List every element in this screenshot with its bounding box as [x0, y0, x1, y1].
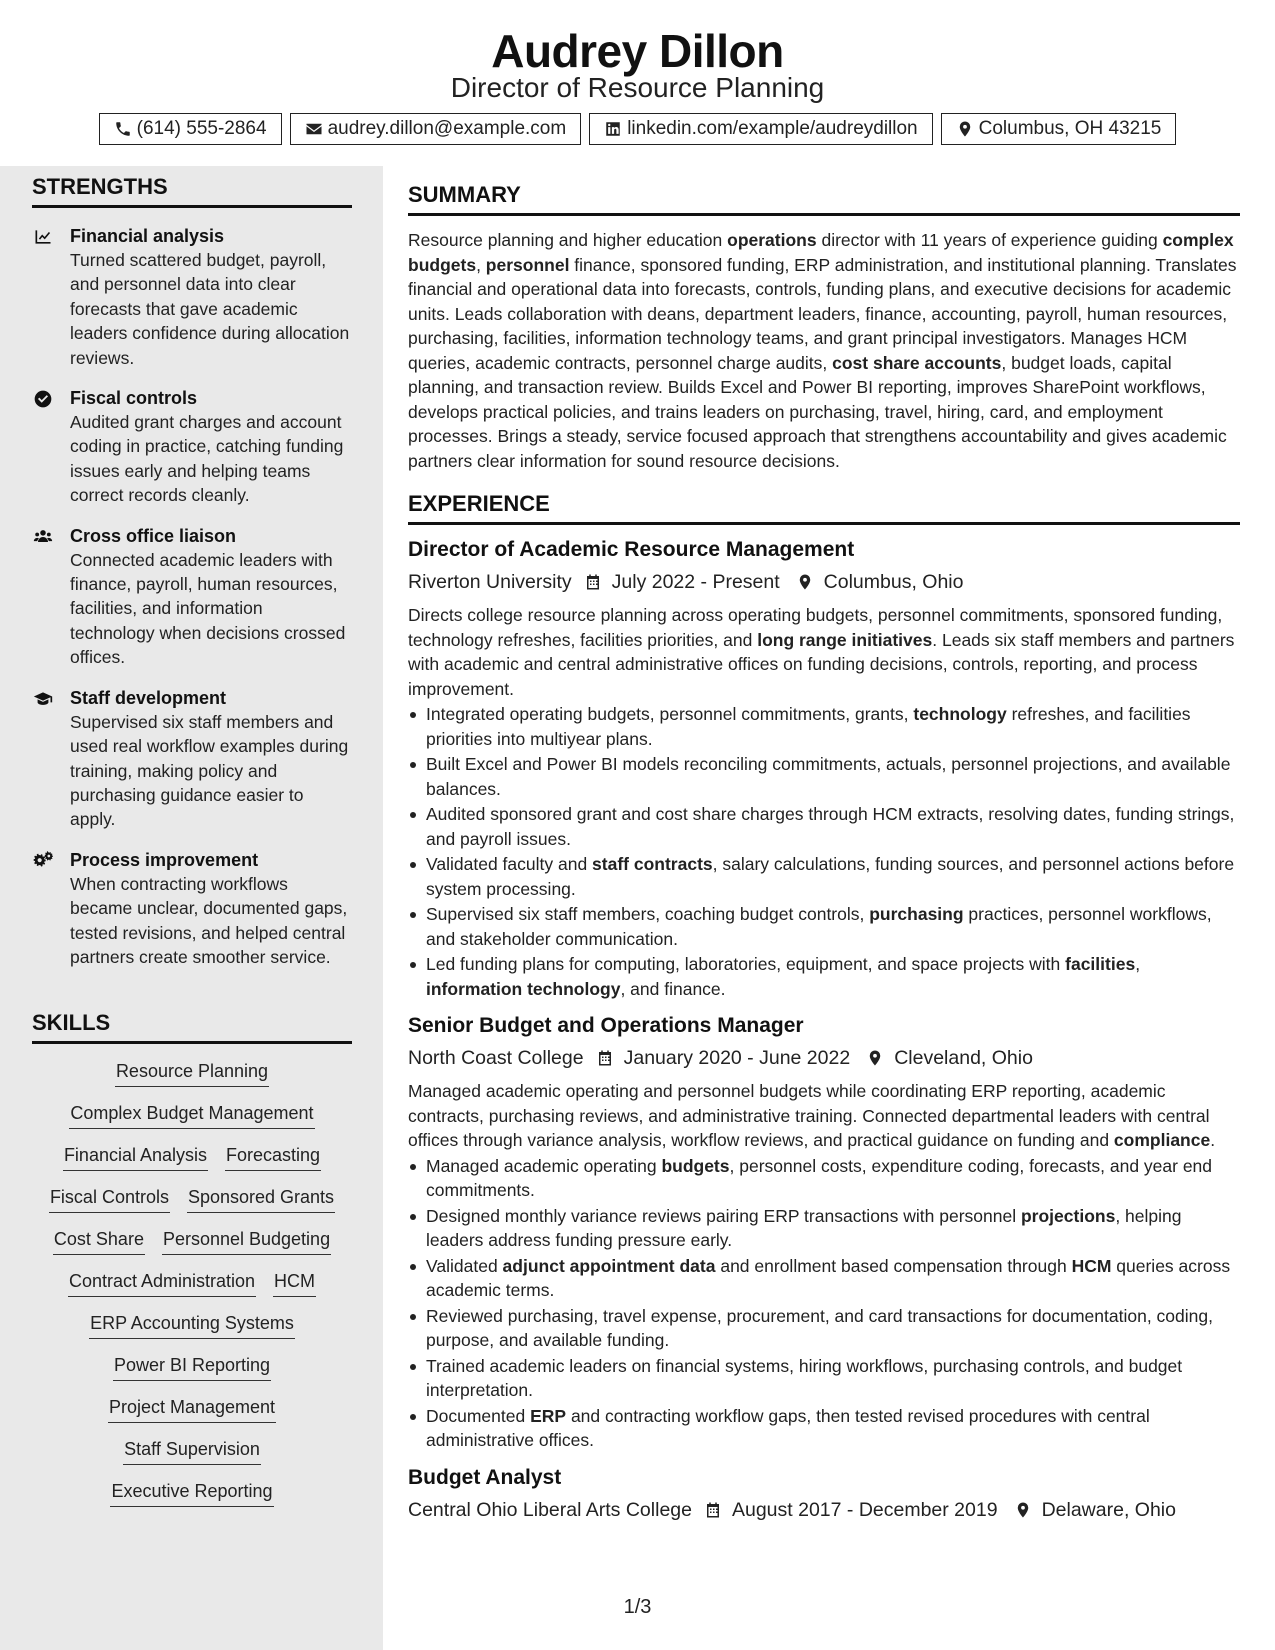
text-run: Validated faculty and — [426, 854, 593, 874]
bold-text: purchasing — [869, 904, 964, 924]
summary-heading: SUMMARY — [408, 182, 1240, 216]
skill-tag: Fiscal Controls — [49, 1186, 170, 1213]
bold-text: technology — [913, 704, 1007, 724]
skill-tag: Contract Administration — [68, 1270, 256, 1297]
job-location: Cleveland, Ohio — [894, 1047, 1033, 1069]
skills-section — [32, 1010, 352, 1507]
text-run: , — [476, 254, 486, 275]
strength-title: Fiscal controls — [70, 388, 198, 409]
bold-text: complex budgets — [408, 230, 1234, 275]
strength-item — [32, 686, 352, 832]
job-description — [408, 603, 1240, 701]
bold-text: personnel — [485, 254, 570, 275]
map-pin-icon — [956, 120, 974, 138]
strength-title: Financial analysis — [70, 226, 225, 246]
phone-icon — [114, 120, 132, 138]
text-run: Validated — [426, 1255, 503, 1276]
skill-tag: HCM — [273, 1270, 316, 1297]
text-run: Resource planning and higher education — [408, 230, 728, 250]
bold-text: information technology — [426, 978, 621, 999]
job-description — [408, 1079, 1240, 1153]
strengths-section — [32, 174, 352, 969]
text-run: Led funding plans for computing, laboratories, equipment, and space projects with — [426, 954, 1066, 974]
text-run: and contracting workflow gaps, then tested revised procedures with central administrative offices. — [426, 1405, 1150, 1450]
bold-text: HCM — [1071, 1255, 1112, 1276]
skill-tag: Power BI Reporting — [113, 1354, 271, 1381]
strength-item — [32, 524, 352, 670]
bold-text: adjunct appointment data — [502, 1255, 716, 1276]
text-run: Designed monthly variance reviews pairing ERP transactions with personnel — [426, 1205, 1021, 1226]
bullet-item — [408, 802, 1240, 851]
text-run: . — [1210, 1130, 1216, 1150]
contact-location-text: Columbus, OH 43215 — [978, 118, 1162, 139]
main-content — [408, 166, 1240, 1525]
text-run: Trained academic leaders on financial systems, hiring workflows, purchasing controls, and budget interpretation. — [426, 1355, 1183, 1400]
skill-tag: Resource Planning — [115, 1060, 269, 1087]
bold-text: long range initiatives — [757, 629, 933, 650]
bold-text: cost share accounts — [832, 352, 1002, 373]
users-icon — [32, 527, 54, 547]
text-run: , — [1135, 954, 1141, 974]
candidate-title: Director of Resource Planning — [450, 72, 825, 103]
contact-email[interactable] — [290, 113, 582, 145]
job-meta — [408, 1495, 1240, 1525]
experience-heading: EXPERIENCE — [408, 491, 1240, 525]
skill-tag: Financial Analysis — [63, 1144, 208, 1171]
bullet-item — [408, 902, 1240, 951]
bold-text: compliance — [1113, 1130, 1211, 1150]
skill-tag: Executive Reporting — [110, 1480, 273, 1507]
contact-phone-text: (614) 555-2864 — [136, 118, 267, 139]
skills-list — [32, 1060, 352, 1507]
text-run: director with 11 years of experience guiding — [816, 230, 1163, 250]
bold-text: operations — [727, 230, 817, 250]
bullet-item — [408, 1204, 1240, 1253]
bullet-item — [408, 1254, 1240, 1303]
resume-header — [0, 0, 1275, 166]
job-dates: August 2017 - December 2019 — [731, 1498, 998, 1521]
text-run: Supervised six staff members, coaching budget controls, — [426, 904, 870, 924]
text-run: and enrollment based compensation through — [715, 1255, 1072, 1276]
text-run: practices, personnel workflows, and stakeholder communication. — [426, 904, 1212, 949]
contact-linkedin-text: linkedin.com/example/audreydillon — [627, 118, 918, 139]
strength-title: Process improvement — [70, 849, 259, 870]
skill-tag: Staff Supervision — [123, 1438, 261, 1465]
job-entry — [408, 535, 1240, 1001]
skill-tag: Forecasting — [225, 1144, 321, 1171]
text-run: queries across academic terms. — [426, 1255, 1231, 1300]
text-run: Documented — [426, 1405, 531, 1426]
map-pin-icon — [796, 573, 814, 591]
calendar-icon — [704, 1501, 722, 1519]
bullet-item — [408, 1404, 1240, 1453]
bullet-item — [408, 1304, 1240, 1353]
job-entry — [408, 1011, 1240, 1453]
text-run: refreshes, and facilities priorities into multiyear plans. — [426, 704, 1191, 749]
text-run: , personnel costs, expenditure coding, forecasts, and year end commitments. — [426, 1155, 1213, 1200]
contact-linkedin[interactable] — [589, 113, 932, 145]
strength-item — [32, 848, 352, 970]
job-bullets — [408, 1154, 1240, 1453]
strength-title: Staff development — [70, 687, 227, 708]
bullet-item — [408, 752, 1240, 801]
bold-text: budgets — [661, 1155, 730, 1176]
job-org: North Coast College — [408, 1047, 584, 1069]
skill-tag: ERP Accounting Systems — [89, 1312, 295, 1339]
job-dates: January 2020 - June 2022 — [623, 1047, 851, 1069]
text-run: , helping leaders address funding pressure early. — [426, 1205, 1182, 1250]
bullet-item — [408, 1354, 1240, 1403]
skills-heading: SKILLS — [32, 1010, 352, 1044]
contact-email-text: audrey.dillon@example.com — [327, 118, 567, 139]
job-meta — [408, 567, 1240, 597]
job-title: Director of Academic Resource Management — [408, 538, 855, 561]
job-org: Central Ohio Liberal Arts College — [408, 1498, 692, 1521]
summary-text — [408, 228, 1240, 473]
bullet-item — [408, 852, 1240, 901]
contact-location — [941, 113, 1177, 145]
bold-text: staff contracts — [592, 854, 713, 874]
job-entry — [408, 1463, 1240, 1525]
skill-tag: Project Management — [108, 1396, 276, 1423]
bullet-item — [408, 1154, 1240, 1203]
strength-text: Connected academic leaders with finance, payroll, human resources, facilities, and information technology when decisions crossed offices. — [70, 549, 346, 668]
calendar-icon — [596, 1049, 614, 1067]
strength-text: Supervised six staff members and used real workflow examples during training, making policy and purchasing guidance easier to apply. — [70, 711, 349, 830]
job-location: Delaware, Ohio — [1041, 1498, 1176, 1521]
strength-text: When contracting workflows became unclear, documented gaps, tested revisions, and helped central partners create smoother service. — [70, 873, 348, 967]
text-run: . Leads six staff members and partners with academic and central administrative offices on funding decisions, controls, reporting, and process improvement. — [408, 629, 1235, 699]
map-pin-icon — [866, 1049, 884, 1067]
strength-title: Cross office liaison — [70, 525, 237, 546]
gears-icon — [32, 851, 54, 871]
strength-text: Turned scattered budget, payroll, and personnel data into clear forecasts that gave academic leaders confidence during allocation reviews. — [70, 250, 350, 368]
text-run: Audited sponsored grant and cost share charges through HCM extracts, resolving dates, funding strings, and payroll issues. — [426, 804, 1235, 849]
contact-phone — [99, 113, 282, 145]
job-title: Budget Analyst — [408, 1465, 562, 1489]
job-title: Senior Budget and Operations Manager — [408, 1014, 804, 1037]
text-run: Reviewed purchasing, travel expense, procurement, and card transactions for documentation, coding, purpose, and available funding. — [426, 1305, 1213, 1350]
text-run: , and finance. — [620, 978, 726, 999]
bullet-item — [408, 702, 1240, 751]
candidate-name: Audrey Dillon — [491, 25, 784, 77]
skill-tag: Complex Budget Management — [69, 1102, 314, 1129]
strength-item — [32, 386, 352, 508]
text-run: Managed academic operating and personnel budgets while coordinating ERP reporting, academic contracts, purchasing reviews, and administrative training. Connected departmental leaders with central offices through variance analysis, workflow reviews, and practical guidance on funding and — [408, 1081, 1210, 1150]
linkedin-icon — [604, 120, 622, 138]
map-pin-icon — [1014, 1501, 1032, 1519]
strengths-heading: STRENGTHS — [32, 174, 352, 208]
strength-text: Audited grant charges and account coding in practice, catching funding issues early and helping teams correct records cleanly. — [70, 412, 344, 506]
sidebar — [0, 166, 383, 1650]
bold-text: facilities — [1065, 954, 1136, 974]
job-bullets — [408, 702, 1240, 1001]
text-run: Built Excel and Power BI models reconciling commitments, actuals, personnel projections, and available balances. — [426, 754, 1231, 799]
calendar-icon — [584, 573, 602, 591]
text-run: , salary calculations, funding sources, and personnel actions before system processing. — [426, 854, 1235, 899]
text-run: , budget loads, capital planning, and transaction review. Builds Excel and Power BI reporting, improves SharePoint workflows, develops practical policies, and trains leaders on purchasing, travel, hiring, card, and employment processes. Brings a steady, service focused approach that strengthens accountability and gives academic partners clear information for sound resource decisions. — [408, 352, 1227, 471]
graduation-cap-icon — [32, 689, 54, 709]
chart-line-icon — [32, 227, 54, 247]
check-circle-icon — [32, 389, 54, 409]
job-org: Riverton University — [408, 571, 572, 593]
text-run: Integrated operating budgets, personnel commitments, grants, — [426, 704, 914, 724]
skill-tag: Sponsored Grants — [187, 1186, 335, 1213]
skill-tag: Personnel Budgeting — [162, 1228, 331, 1255]
bold-text: projections — [1020, 1205, 1116, 1226]
page-number: 1/3 — [623, 1596, 652, 1618]
text-run: Managed academic operating — [426, 1155, 662, 1176]
bullet-item — [408, 952, 1240, 1001]
skill-tag: Cost Share — [53, 1228, 145, 1255]
strength-item — [32, 224, 352, 370]
job-meta — [408, 1043, 1240, 1073]
envelope-icon — [305, 120, 323, 138]
text-run: finance, sponsored funding, ERP administration, and institutional planning. Translates financial and operational data into forecasts, controls, funding plans, and executive decisions for academic units. Leads collaboration with deans, department leaders, finance, accounting, payroll, human resources, purchasing, facilities, information technology teams, and grant principal investigators. Manages HCM queries, academic contracts, personnel charge audits, — [408, 254, 1237, 373]
job-dates: July 2022 - Present — [611, 571, 780, 593]
text-run: Directs college resource planning across operating budgets, personnel commitments, sponsored funding, technology refreshes, facilities priorities, and — [408, 605, 1223, 650]
bold-text: ERP — [530, 1405, 567, 1426]
job-location: Columbus, Ohio — [823, 571, 964, 593]
contact-bar — [0, 113, 1275, 145]
